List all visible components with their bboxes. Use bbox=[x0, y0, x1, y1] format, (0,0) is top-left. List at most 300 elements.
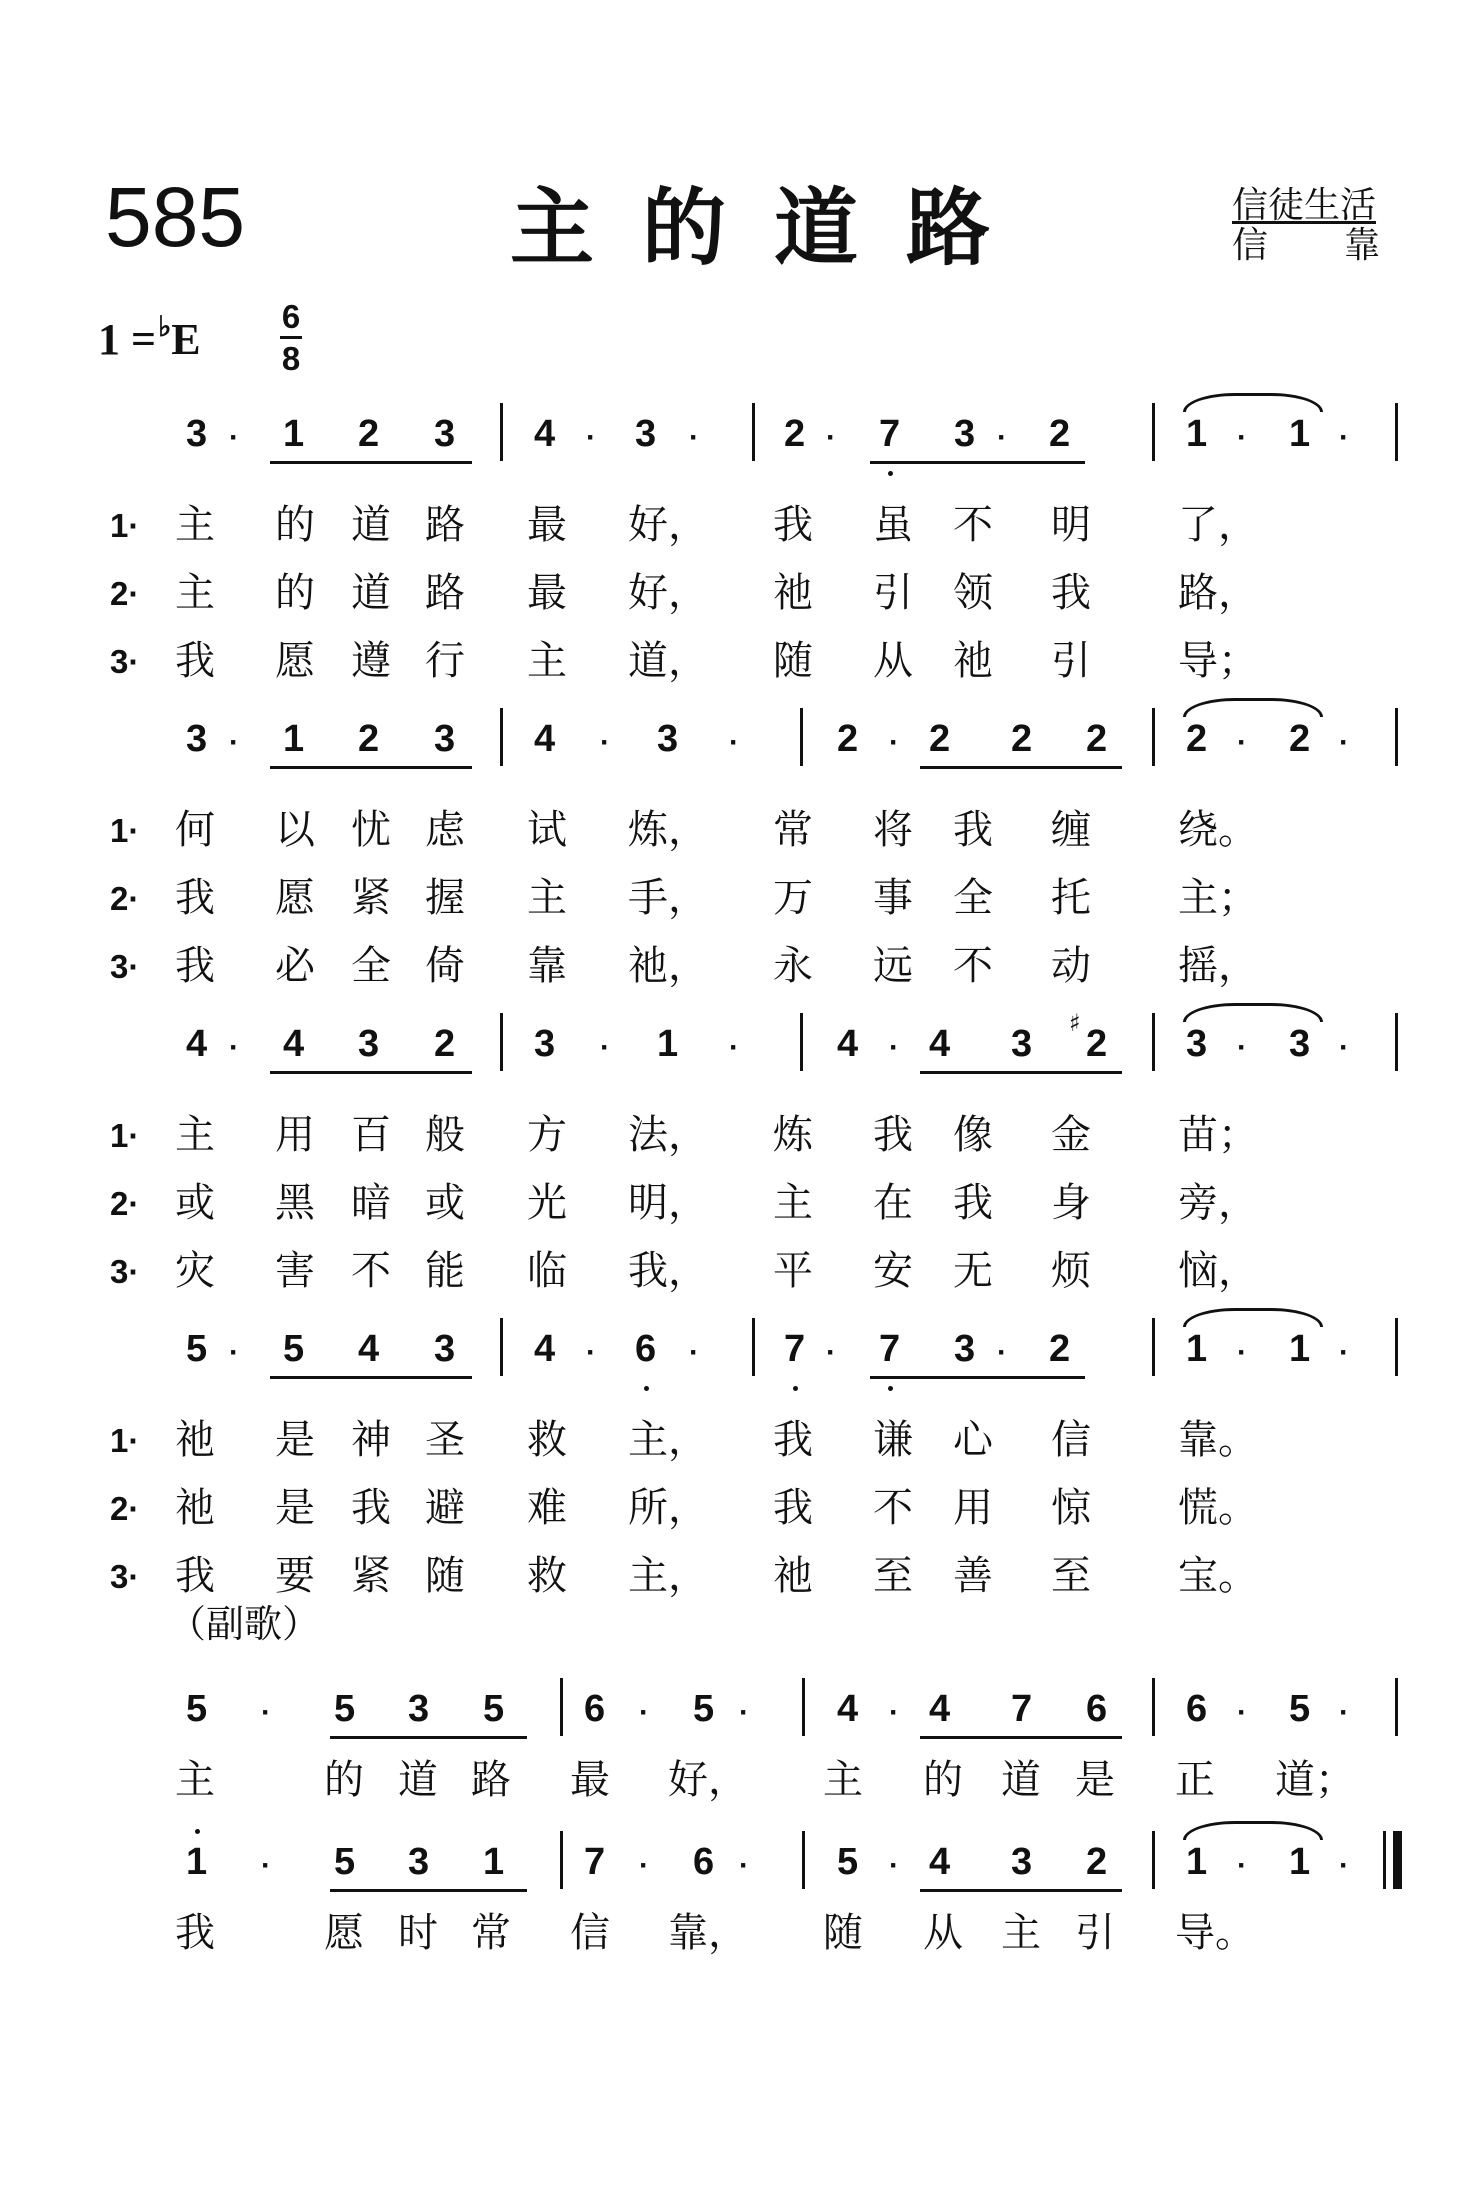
lyric-syllable: 是 bbox=[275, 1485, 315, 1531]
lyric-syllable: 至 bbox=[1051, 1553, 1091, 1599]
note-digit: 3 bbox=[954, 413, 976, 455]
lyric-syllable: 常 bbox=[471, 1910, 511, 1956]
lyric-syllable: 圣 bbox=[425, 1417, 465, 1463]
lyric-syllable: 我， bbox=[628, 1248, 708, 1294]
note-digit: 3 bbox=[1011, 1841, 1033, 1883]
rhythm-dot: · bbox=[1237, 726, 1247, 759]
lyric-syllable: 愿 bbox=[275, 875, 315, 921]
rhythm-dot: · bbox=[1237, 421, 1247, 454]
barline bbox=[800, 1013, 803, 1071]
note-digit: 7 bbox=[1011, 1688, 1033, 1730]
lyric-syllable: 以 bbox=[275, 807, 315, 853]
lyric-syllable: 善 bbox=[953, 1553, 993, 1599]
note-digit: 3 bbox=[954, 1328, 976, 1370]
key-signature bbox=[98, 312, 201, 364]
lyric-syllable: 托 bbox=[1051, 875, 1091, 921]
lyric-syllable: 最 bbox=[527, 570, 567, 616]
lyric-syllable: 好， bbox=[628, 502, 708, 548]
rhythm-dot: · bbox=[1339, 726, 1349, 759]
rhythm-dot: · bbox=[729, 1031, 739, 1064]
lyric-syllable: 靠。 bbox=[1178, 1417, 1258, 1463]
lyric-syllable: 虽 bbox=[873, 502, 913, 548]
lyric-syllable: 行 bbox=[425, 638, 465, 684]
note-digit: 4 bbox=[929, 1688, 951, 1730]
lyric-syllable: 主 bbox=[175, 1757, 215, 1803]
note-digit: 2 bbox=[929, 718, 951, 760]
lyric-syllable: 我 bbox=[773, 1485, 813, 1531]
note-digit: 3 bbox=[657, 718, 679, 760]
lyric-syllable: 不 bbox=[873, 1485, 913, 1531]
note-digit: 1 bbox=[283, 718, 305, 760]
rhythm-dot: · bbox=[229, 1031, 239, 1064]
eighth-beam bbox=[270, 766, 472, 769]
barline bbox=[1152, 1831, 1155, 1889]
lyric-syllable: 宝。 bbox=[1178, 1553, 1258, 1599]
lyric-syllable: 愿 bbox=[275, 638, 315, 684]
source-section bbox=[1232, 225, 1380, 266]
rhythm-dot: · bbox=[1339, 421, 1349, 454]
note-digit: 1 bbox=[1289, 1841, 1311, 1883]
note-digit: 2 bbox=[358, 413, 380, 455]
lyric-syllable: 平 bbox=[773, 1248, 813, 1294]
barline bbox=[800, 708, 803, 766]
lyric-syllable: 常 bbox=[773, 807, 813, 853]
note-digit: 4 bbox=[837, 1023, 859, 1065]
lyric-syllable: 身 bbox=[1051, 1180, 1091, 1226]
note-digit: 6 bbox=[584, 1688, 606, 1730]
lyric-syllable: 必 bbox=[275, 943, 315, 989]
lyric-syllable: 明， bbox=[628, 1180, 708, 1226]
note-digit: 3 bbox=[434, 413, 456, 455]
key-prefix: 1 = bbox=[98, 315, 157, 364]
rhythm-dot: · bbox=[586, 1336, 596, 1369]
lyric-syllable: 无 bbox=[953, 1248, 993, 1294]
tie-slur bbox=[1183, 1821, 1323, 1840]
note-digit: 2 bbox=[434, 1023, 456, 1065]
lyric-syllable: 随 bbox=[425, 1553, 465, 1599]
lyric-syllable: 临 bbox=[527, 1248, 567, 1294]
lyric-syllable: 主 bbox=[175, 570, 215, 616]
lyric-syllable: 路 bbox=[425, 570, 465, 616]
lyric-syllable: 主 bbox=[1001, 1910, 1041, 1956]
lower-octave-dot bbox=[793, 1386, 798, 1391]
verse-number: 2· bbox=[110, 880, 140, 917]
lyric-syllable: 远 bbox=[873, 943, 913, 989]
lyric-syllable: 最 bbox=[527, 502, 567, 548]
lyric-syllable: 用 bbox=[275, 1112, 315, 1158]
lyric-syllable: 祂 bbox=[773, 1553, 813, 1599]
barline bbox=[802, 1831, 805, 1889]
lyric-syllable: 从 bbox=[923, 1910, 963, 1956]
lyric-syllable: 好， bbox=[628, 570, 708, 616]
note-digit: 6 bbox=[693, 1841, 715, 1883]
lyric-syllable: 主 bbox=[527, 875, 567, 921]
barline bbox=[1152, 708, 1155, 766]
verse-number: 1· bbox=[110, 812, 140, 849]
tie-slur bbox=[1183, 393, 1323, 412]
lyric-syllable: 神 bbox=[351, 1417, 391, 1463]
note-digit: 2 bbox=[1289, 718, 1311, 760]
rhythm-dot: · bbox=[889, 1031, 899, 1064]
lyric-syllable: 谦 bbox=[873, 1417, 913, 1463]
rhythm-dot: · bbox=[826, 421, 836, 454]
lyric-syllable: 靠 bbox=[527, 943, 567, 989]
lyric-syllable: 避 bbox=[425, 1485, 465, 1531]
lyric-syllable: 路 bbox=[425, 502, 465, 548]
lyric-syllable: 道 bbox=[351, 570, 391, 616]
rhythm-dot: · bbox=[1339, 1031, 1349, 1064]
lyric-syllable: 方 bbox=[527, 1112, 567, 1158]
lyric-syllable: 手， bbox=[628, 875, 708, 921]
lyric-syllable: 慌。 bbox=[1178, 1485, 1258, 1531]
note-digit: 5 bbox=[186, 1328, 208, 1370]
lyric-syllable: 用 bbox=[953, 1485, 993, 1531]
note-digit: 4 bbox=[534, 1328, 556, 1370]
lyric-syllable: 我 bbox=[1051, 570, 1091, 616]
key-letter: E bbox=[171, 315, 201, 364]
note-digit: 3 bbox=[186, 413, 208, 455]
lyric-syllable: 全 bbox=[351, 943, 391, 989]
rhythm-dot: · bbox=[586, 421, 596, 454]
lyric-syllable: 我 bbox=[953, 807, 993, 853]
barline bbox=[500, 1318, 503, 1376]
rhythm-dot: · bbox=[229, 726, 239, 759]
note-digit: 5 bbox=[483, 1688, 505, 1730]
rhythm-dot: · bbox=[229, 1336, 239, 1369]
note-digit: 3 bbox=[1186, 1023, 1208, 1065]
barline bbox=[500, 708, 503, 766]
lyric-syllable: 缠 bbox=[1051, 807, 1091, 853]
lyric-syllable: 将 bbox=[873, 807, 913, 853]
lyric-syllable: 我 bbox=[175, 1910, 215, 1956]
note-digit: 4 bbox=[837, 1688, 859, 1730]
lyric-syllable: 百 bbox=[351, 1112, 391, 1158]
lyric-syllable: 是 bbox=[275, 1417, 315, 1463]
lyric-syllable: 救 bbox=[527, 1417, 567, 1463]
barline bbox=[752, 1318, 755, 1376]
note-digit: 1 bbox=[1186, 1328, 1208, 1370]
note-digit: 1 bbox=[483, 1841, 505, 1883]
lyric-syllable: 苗； bbox=[1178, 1112, 1258, 1158]
eighth-beam bbox=[330, 1736, 527, 1739]
barline bbox=[802, 1678, 805, 1736]
lyric-syllable: 永 bbox=[773, 943, 813, 989]
eighth-beam bbox=[330, 1889, 527, 1892]
rhythm-dot: · bbox=[889, 1696, 899, 1729]
barline bbox=[1152, 1013, 1155, 1071]
lyric-syllable: 事 bbox=[873, 875, 913, 921]
lower-octave-dot bbox=[888, 1386, 893, 1391]
lyric-syllable: 随 bbox=[773, 638, 813, 684]
note-digit: 1 bbox=[1186, 413, 1208, 455]
note-digit: 2 bbox=[1086, 718, 1108, 760]
lyric-syllable: 道 bbox=[351, 502, 391, 548]
lyric-syllable: 祂 bbox=[953, 638, 993, 684]
lyric-syllable: 祂， bbox=[628, 943, 708, 989]
lyric-syllable: 或 bbox=[175, 1180, 215, 1226]
lyric-syllable: 摇， bbox=[1178, 943, 1258, 989]
rhythm-dot: · bbox=[600, 1031, 610, 1064]
lyric-syllable: 主 bbox=[773, 1180, 813, 1226]
lyric-syllable: 恼， bbox=[1178, 1248, 1258, 1294]
barline bbox=[1152, 403, 1155, 461]
note-digit: 2 bbox=[784, 413, 806, 455]
eighth-beam bbox=[870, 461, 1085, 464]
note-digit: 7 bbox=[584, 1841, 606, 1883]
lyric-syllable: 是 bbox=[1075, 1757, 1115, 1803]
lyric-syllable: 的 bbox=[275, 570, 315, 616]
barline bbox=[1395, 1678, 1398, 1736]
barline bbox=[1395, 1013, 1398, 1071]
time-numerator: 6 bbox=[281, 298, 301, 335]
lyric-syllable: 安 bbox=[873, 1248, 913, 1294]
lyric-syllable: 试 bbox=[527, 807, 567, 853]
note-digit: 3 bbox=[1289, 1023, 1311, 1065]
note-digit: 2 bbox=[1086, 1023, 1108, 1065]
time-denominator: 8 bbox=[281, 340, 301, 377]
lyric-syllable: 主 bbox=[527, 638, 567, 684]
lyric-syllable: 祂 bbox=[175, 1417, 215, 1463]
rhythm-dot: · bbox=[889, 726, 899, 759]
lyric-syllable: 的 bbox=[324, 1757, 364, 1803]
verse-number: 2· bbox=[110, 1185, 140, 1222]
lyric-syllable: 般 bbox=[425, 1112, 465, 1158]
eighth-beam bbox=[270, 1376, 472, 1379]
rhythm-dot: · bbox=[1339, 1849, 1349, 1882]
note-digit: 2 bbox=[837, 718, 859, 760]
lyric-syllable: 紧 bbox=[351, 1553, 391, 1599]
lyric-syllable: 道； bbox=[1275, 1757, 1355, 1803]
note-digit: 4 bbox=[929, 1023, 951, 1065]
note-digit: 5 bbox=[693, 1688, 715, 1730]
note-digit: 2 bbox=[1049, 413, 1071, 455]
note-digit: 5 bbox=[283, 1328, 305, 1370]
lyric-syllable: 引 bbox=[873, 570, 913, 616]
note-digit: 6 bbox=[1086, 1688, 1108, 1730]
note-digit: 5 bbox=[334, 1841, 356, 1883]
lyric-syllable: 不 bbox=[953, 943, 993, 989]
rhythm-dot: · bbox=[1237, 1849, 1247, 1882]
note-digit: 5 bbox=[1289, 1688, 1311, 1730]
lyric-syllable: 万 bbox=[773, 875, 813, 921]
note-digit: 1 bbox=[186, 1841, 208, 1883]
rhythm-dot: · bbox=[1237, 1336, 1247, 1369]
rhythm-dot: · bbox=[1339, 1696, 1349, 1729]
hymn-title: 主的道路 bbox=[510, 179, 1039, 277]
note-digit: 1 bbox=[1289, 1328, 1311, 1370]
barline bbox=[500, 403, 503, 461]
note-digit: 1 bbox=[1186, 1841, 1208, 1883]
eighth-beam bbox=[920, 1071, 1122, 1074]
lyric-syllable: 我 bbox=[175, 1553, 215, 1599]
lyric-syllable: 暗 bbox=[351, 1180, 391, 1226]
chorus-label: （副歌） bbox=[168, 1602, 321, 1646]
upper-octave-dot bbox=[195, 1829, 200, 1834]
barline bbox=[500, 1013, 503, 1071]
note-digit: 5 bbox=[186, 1688, 208, 1730]
lyric-syllable: 主， bbox=[628, 1417, 708, 1463]
rhythm-dot: · bbox=[639, 1849, 649, 1882]
rhythm-dot: · bbox=[826, 1336, 836, 1369]
note-digit: 3 bbox=[186, 718, 208, 760]
lyric-syllable: 炼， bbox=[628, 807, 708, 853]
verse-number: 1· bbox=[110, 1117, 140, 1154]
verse-number: 3· bbox=[110, 948, 140, 985]
lyric-syllable: 祂 bbox=[175, 1485, 215, 1531]
note-digit: 6 bbox=[635, 1328, 657, 1370]
note-digit: 5 bbox=[334, 1688, 356, 1730]
verse-number: 3· bbox=[110, 1253, 140, 1290]
eighth-beam bbox=[920, 1889, 1122, 1892]
rhythm-dot: · bbox=[600, 726, 610, 759]
note-digit: 3 bbox=[408, 1688, 430, 1730]
lyric-syllable: 像 bbox=[953, 1112, 993, 1158]
lyric-syllable: 了， bbox=[1178, 502, 1258, 548]
eighth-beam bbox=[270, 461, 472, 464]
tie-slur bbox=[1183, 1308, 1323, 1327]
note-digit: 3 bbox=[1011, 1023, 1033, 1065]
lyric-syllable: 道 bbox=[398, 1757, 438, 1803]
lyric-syllable: 祂 bbox=[773, 570, 813, 616]
rhythm-dot: · bbox=[689, 1336, 699, 1369]
source-book: 信徒生活 bbox=[1232, 185, 1377, 226]
lyric-syllable: 救 bbox=[527, 1553, 567, 1599]
lyric-syllable: 绕。 bbox=[1178, 807, 1258, 853]
verse-number: 3· bbox=[110, 1558, 140, 1595]
barline bbox=[560, 1678, 563, 1736]
note-digit: 6 bbox=[1186, 1688, 1208, 1730]
lyric-syllable: 引 bbox=[1075, 1910, 1115, 1956]
lyric-syllable: 全 bbox=[953, 875, 993, 921]
verse-number: 1· bbox=[110, 1422, 140, 1459]
lyric-syllable: 引 bbox=[1051, 638, 1091, 684]
note-digit: 1 bbox=[657, 1023, 679, 1065]
verse-number: 2· bbox=[110, 1490, 140, 1527]
lyric-syllable: 不 bbox=[953, 502, 993, 548]
time-bar bbox=[280, 336, 302, 339]
sharp-sign: ♯ bbox=[1069, 1008, 1081, 1037]
verse-number: 1· bbox=[110, 507, 140, 544]
barline bbox=[1152, 1318, 1155, 1376]
lyric-syllable: 我 bbox=[873, 1112, 913, 1158]
barline bbox=[1395, 1318, 1398, 1376]
lyric-syllable: 的 bbox=[923, 1757, 963, 1803]
lyric-syllable: 我 bbox=[175, 943, 215, 989]
lyric-syllable: 我 bbox=[351, 1485, 391, 1531]
final-barline-thick bbox=[1393, 1831, 1402, 1889]
lyric-syllable: 金 bbox=[1051, 1112, 1091, 1158]
lyric-syllable: 道 bbox=[1001, 1757, 1041, 1803]
note-digit: 2 bbox=[1049, 1328, 1071, 1370]
note-digit: 4 bbox=[534, 718, 556, 760]
lyric-syllable: 主； bbox=[1178, 875, 1258, 921]
lyric-syllable: 光 bbox=[527, 1180, 567, 1226]
eighth-beam bbox=[270, 1071, 472, 1074]
note-digit: 5 bbox=[837, 1841, 859, 1883]
lyric-syllable: 法， bbox=[628, 1112, 708, 1158]
tie-slur bbox=[1183, 1003, 1323, 1022]
rhythm-dot: · bbox=[997, 421, 1007, 454]
barline bbox=[560, 1831, 563, 1889]
lyric-syllable: 我 bbox=[175, 875, 215, 921]
note-digit: 2 bbox=[1011, 718, 1033, 760]
lyric-syllable: 遵 bbox=[351, 638, 391, 684]
lyric-syllable: 紧 bbox=[351, 875, 391, 921]
lyric-syllable: 或 bbox=[425, 1180, 465, 1226]
rhythm-dot: · bbox=[261, 1696, 271, 1729]
lyric-syllable: 心 bbox=[953, 1417, 993, 1463]
source-section-char-2: 靠 bbox=[1343, 225, 1380, 266]
lyric-syllable: 导。 bbox=[1175, 1910, 1255, 1956]
lyric-syllable: 灾 bbox=[175, 1248, 215, 1294]
lyric-syllable: 动 bbox=[1051, 943, 1091, 989]
lyric-syllable: 随 bbox=[823, 1910, 863, 1956]
eighth-beam bbox=[870, 1376, 1085, 1379]
verse-number: 2· bbox=[110, 575, 140, 612]
lyric-syllable: 倚 bbox=[425, 943, 465, 989]
lyric-syllable: 路， bbox=[1178, 570, 1258, 616]
note-digit: 1 bbox=[283, 413, 305, 455]
rhythm-dot: · bbox=[229, 421, 239, 454]
rhythm-dot: · bbox=[261, 1849, 271, 1882]
note-digit: 4 bbox=[358, 1328, 380, 1370]
lyric-syllable: 明 bbox=[1051, 502, 1091, 548]
rhythm-dot: · bbox=[1237, 1696, 1247, 1729]
lyric-syllable: 我 bbox=[953, 1180, 993, 1226]
note-digit: 3 bbox=[408, 1841, 430, 1883]
lyric-syllable: 从 bbox=[873, 638, 913, 684]
barline bbox=[1152, 1678, 1155, 1736]
note-digit: 3 bbox=[434, 718, 456, 760]
final-barline-thin bbox=[1383, 1831, 1386, 1889]
lyric-syllable: 路 bbox=[471, 1757, 511, 1803]
source-section-char-1: 信 bbox=[1232, 225, 1269, 266]
lyric-syllable: 时 bbox=[398, 1910, 438, 1956]
rhythm-dot: · bbox=[689, 421, 699, 454]
lyric-syllable: 主， bbox=[628, 1553, 708, 1599]
lyric-syllable: 能 bbox=[425, 1248, 465, 1294]
lyric-syllable: 最 bbox=[570, 1757, 610, 1803]
lyric-syllable: 不 bbox=[351, 1248, 391, 1294]
note-digit: 7 bbox=[879, 413, 901, 455]
note-digit: 7 bbox=[879, 1328, 901, 1370]
flat-sign: ♭ bbox=[158, 312, 172, 343]
lyric-syllable: 惊 bbox=[1051, 1485, 1091, 1531]
lyric-syllable: 所， bbox=[628, 1485, 708, 1531]
eighth-beam bbox=[920, 1736, 1122, 1739]
eighth-beam bbox=[920, 766, 1122, 769]
time-signature bbox=[280, 300, 302, 375]
lyric-syllable: 烦 bbox=[1051, 1248, 1091, 1294]
lyric-syllable: 至 bbox=[873, 1553, 913, 1599]
lyric-syllable: 难 bbox=[527, 1485, 567, 1531]
lyric-syllable: 靠， bbox=[668, 1910, 748, 1956]
lyric-syllable: 主 bbox=[175, 502, 215, 548]
note-digit: 3 bbox=[635, 413, 657, 455]
verse-number: 3· bbox=[110, 643, 140, 680]
note-digit: 3 bbox=[534, 1023, 556, 1065]
lyric-syllable: 旁， bbox=[1178, 1180, 1258, 1226]
barline bbox=[1395, 708, 1398, 766]
lyric-syllable: 黑 bbox=[275, 1180, 315, 1226]
note-digit: 4 bbox=[186, 1023, 208, 1065]
hymn-number: 585 bbox=[105, 170, 246, 264]
lyric-syllable: 忧 bbox=[351, 807, 391, 853]
lyric-syllable: 在 bbox=[873, 1180, 913, 1226]
lyric-syllable: 害 bbox=[275, 1248, 315, 1294]
note-digit: 4 bbox=[534, 413, 556, 455]
rhythm-dot: · bbox=[889, 1849, 899, 1882]
